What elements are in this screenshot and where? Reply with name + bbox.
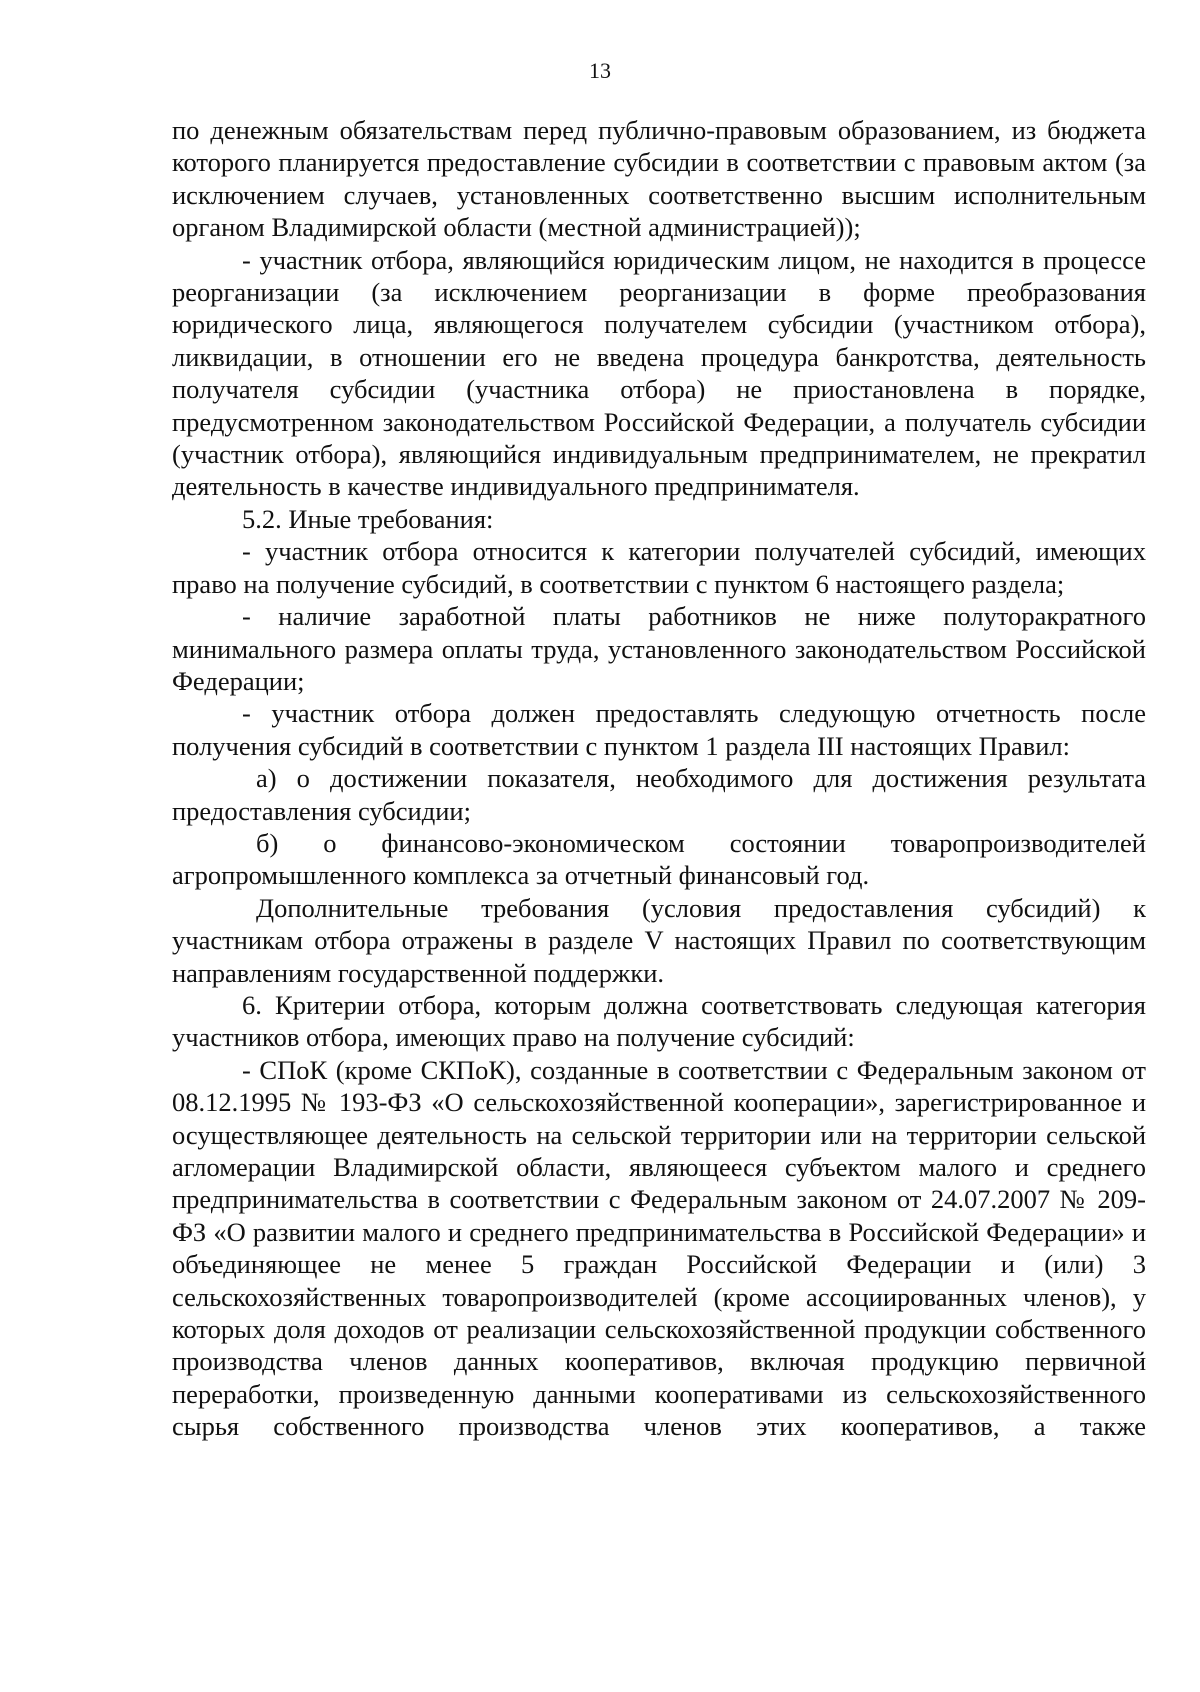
paragraph-salary: - наличие заработной платы работников не ниже полуторакратного минимального размера оплаты труда, установленного законодательством Российской Федерации; [172,601,1146,696]
paragraph-criteria: 6. Критерии отбора, которым должна соответствовать следующая категория участников отбора, имеющих право на получение субсидий: [172,989,1146,1053]
document-body [172,114,1146,1443]
paragraph-obligations: по денежным обязательствам перед публично-правовым образованием, из бюджета которого планируется предоставление субсидии в соответствии с правовым актом (за исключением случаев, установленных соответственно высшим исполнительным органом Владимирской области (местной администрацией)); [172,115,1146,243]
paragraph-other-requirements-heading: 5.2. Иные требования: [242,503,494,534]
paragraph-additional-requirements: Дополнительные требования (условия предоставления субсидий) к участникам отбора отражены в разделе V настоящих Правил по соответствующим направлениям государственной поддержки. [172,892,1146,988]
page-number: 13 [589,58,611,83]
paragraph-spok: - СПоК (кроме СКПоК), созданные в соответствии с Федеральным законом от 08.12.1995 № 193-ФЗ «О сельскохозяйственной кооперации», зарегистрированное и осуществляющее деятельность на сельской территории или на территории сельской агломерации Владимирской области, являющееся субъектом малого и среднего предпринимательства в соответствии с Федеральным законом от 24.07.2007 № 209-ФЗ «О развитии малого и среднего предпринимательства в Российской Федерации» и объединяющее не менее 5 граждан Российской Федерации и (или) 3 сельскохозяйственных товаропроизводителей (кроме ассоциированных членов), у которых доля доходов от реализации сельскохозяйственной продукции собственного производства членов данных кооперативов, включая продукцию первичной переработки, произведенную данными кооперативами из сельскохозяйственного сырья собственного производства членов этих кооперативов, а также [172,1054,1146,1442]
paragraph-reporting: - участник отбора должен предоставлять следующую отчетность после получения субсидий в соответствии с пунктом 1 раздела III настоящих Правил: [172,698,1146,761]
paragraph-reporting-a: а) о достижении показателя, необходимого для достижения результата предоставления субсидии; [172,763,1146,826]
paragraph-category: - участник отбора относится к категории получателей субсидий, имеющих право на получение субсидий, в соответствии с пунктом 6 настоящего раздела; [172,536,1146,599]
paragraph-legal-entity: - участник отбора, являющийся юридическим лицом, не находится в процессе реорганизации (за исключением реорганизации в форме преобразования юридического лица, являющегося получателем субсидии (участником отбора), ликвидации, в отношении его не введена процедура банкротства, деятельность получателя субсидии (участника отбора) не приостановлена в порядке, предусмотренном законодательством Российской Федерации, а получатель субсидии (участник отбора), являющийся индивидуальным предпринимателем, не прекратил деятельность в качестве индивидуального предпринимателя. [172,244,1146,502]
paragraph-reporting-b: б) о финансово-экономическом состоянии товаропроизводителей агропромышленного комплекса за отчетный финансовый год. [172,827,1146,891]
